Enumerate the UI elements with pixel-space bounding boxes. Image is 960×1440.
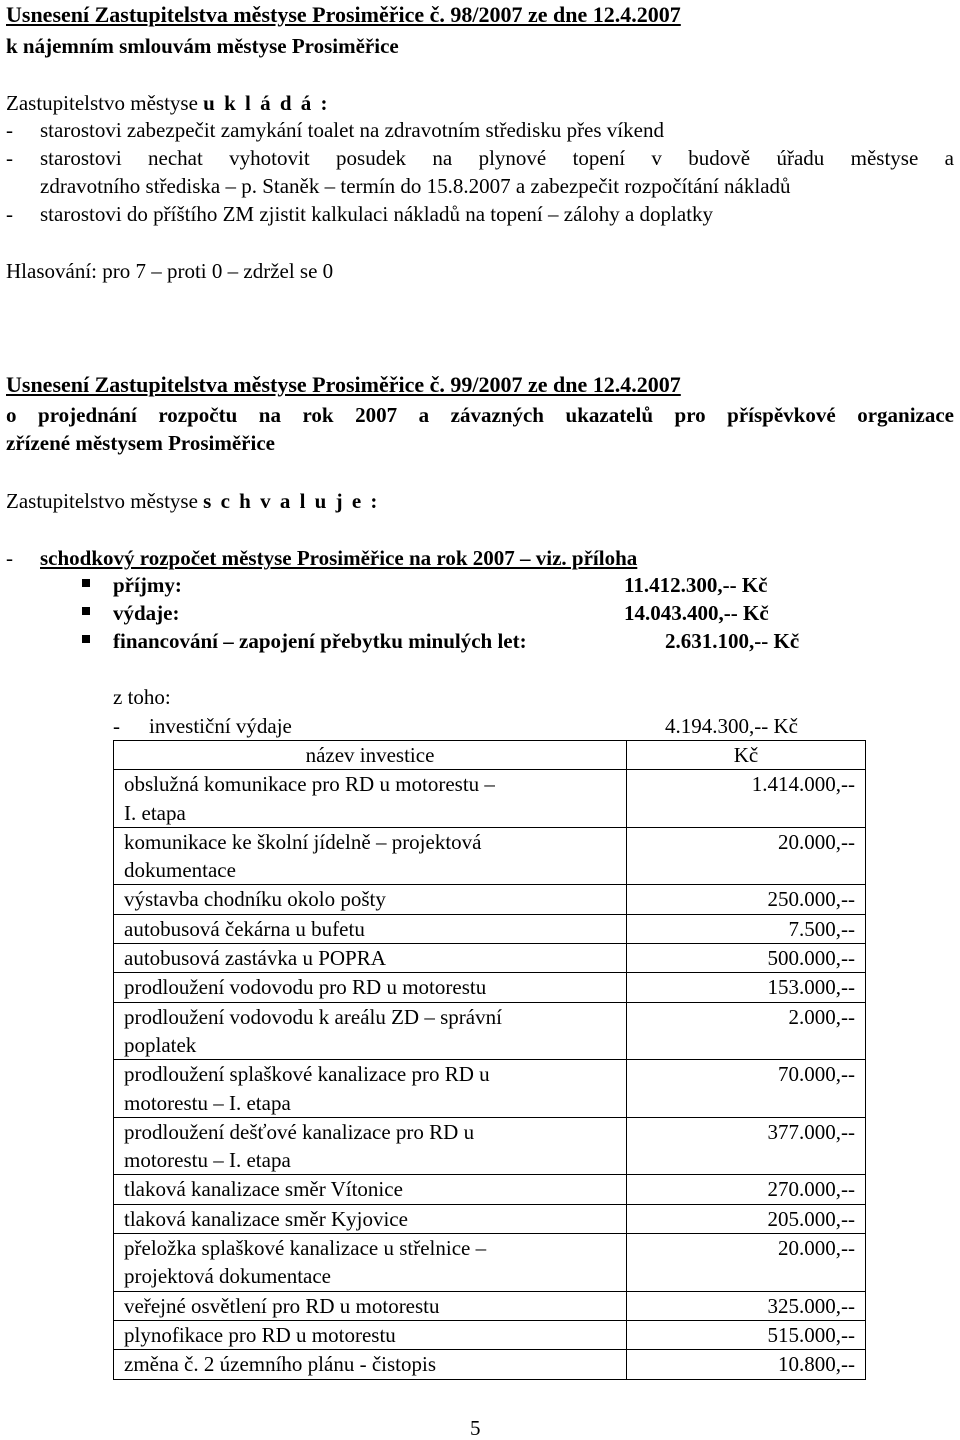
investment-table bbox=[113, 740, 866, 1380]
investment-name bbox=[114, 973, 627, 1002]
resolution-98-title: Usnesení Zastupitelstva městyse Prosiměřice č. 98/2007 ze dne 12.4.2007 bbox=[6, 2, 681, 27]
investment-name bbox=[114, 914, 627, 943]
list-item: - starostovi nechat vyhotovit posudek na plynové topení v budově úřadu městyse a bbox=[6, 146, 954, 170]
list-item: - starostovi zabezpečit zamykání toalet na zdravotním středisku přes víkend bbox=[6, 118, 664, 142]
bullet-icon bbox=[82, 635, 90, 643]
investment-value: 515.000,-- bbox=[627, 1320, 866, 1349]
investment-value: 377.000,-- bbox=[627, 1117, 866, 1175]
list-item-continuation: zdravotního střediska – p. Staněk – termín do 15.8.2007 a zabezpečit rozpočítání nákladů bbox=[40, 174, 791, 198]
table-row bbox=[114, 1350, 866, 1379]
table-header-row bbox=[114, 741, 866, 770]
investment-value: 2.000,-- bbox=[627, 1002, 866, 1060]
vote-result: Hlasování: pro 7 – proti 0 – zdržel se 0 bbox=[6, 259, 334, 283]
investment-name-line: autobusová čekárna u bufetu bbox=[124, 916, 365, 941]
investment-name bbox=[114, 1291, 627, 1320]
investment-name-line: dokumentace bbox=[124, 858, 236, 883]
investment-name bbox=[114, 1320, 627, 1349]
bullet-icon bbox=[82, 607, 90, 615]
table-row bbox=[114, 885, 866, 914]
investment-name bbox=[114, 1117, 627, 1175]
investment-value: 270.000,-- bbox=[627, 1175, 866, 1204]
investment-name bbox=[114, 770, 627, 828]
investment-value: 70.000,-- bbox=[627, 1060, 866, 1118]
budget-label-financing: financování – zapojení přebytku minulých let: bbox=[113, 629, 527, 653]
action-verb: u k l á d á : bbox=[203, 91, 330, 115]
resolution-99-title: Usnesení Zastupitelstva městyse Prosiměřice č. 99/2007 ze dne 12.4.2007 bbox=[6, 372, 681, 397]
investment-name-line: plynofikace pro RD u motorestu bbox=[124, 1322, 396, 1347]
investment-name bbox=[114, 827, 627, 885]
table-row bbox=[114, 1117, 866, 1175]
investment-name-line: tlaková kanalizace směr Kyjovice bbox=[124, 1206, 408, 1231]
investment-name-line: výstavba chodníku okolo pošty bbox=[124, 887, 386, 912]
table-row bbox=[114, 1291, 866, 1320]
council-label: Zastupitelstvo městyse bbox=[6, 91, 198, 115]
table-row bbox=[114, 1002, 866, 1060]
table-row bbox=[114, 1204, 866, 1233]
investment-name-line: motorestu – I. etapa bbox=[124, 1148, 291, 1173]
investment-name-line: prodloužení splaškové kanalizace pro RD u bbox=[124, 1062, 490, 1087]
investment-name-line: prodloužení vodovodu pro RD u motorestu bbox=[124, 975, 487, 1000]
investment-name-line: obslužná komunikace pro RD u motorestu – bbox=[124, 772, 495, 797]
action-verb: s c h v a l u j e : bbox=[203, 489, 380, 513]
budget-amount-expenses: 14.043.400,-- Kč bbox=[624, 601, 769, 625]
budget-label-expenses: výdaje: bbox=[113, 601, 180, 625]
table-row bbox=[114, 973, 866, 1002]
investment-value: 325.000,-- bbox=[627, 1291, 866, 1320]
investment-name-line: autobusová zastávka u POPRA bbox=[124, 946, 386, 971]
investment-name-line: prodloužení dešťové kanalizace pro RD u bbox=[124, 1119, 475, 1144]
budget-label-income: příjmy: bbox=[113, 573, 182, 597]
council-label: Zastupitelstvo městyse bbox=[6, 489, 198, 513]
investment-name-line: přeložka splaškové kanalizace u střelnice – bbox=[124, 1236, 487, 1261]
investment-name-line: projektová dokumentace bbox=[124, 1264, 332, 1289]
investment-name bbox=[114, 885, 627, 914]
table-row bbox=[114, 914, 866, 943]
investment-name-line: prodloužení vodovodu k areálu ZD – správní bbox=[124, 1004, 502, 1029]
investment-value: 250.000,-- bbox=[627, 885, 866, 914]
invest-amount: 4.194.300,-- Kč bbox=[665, 714, 798, 738]
investment-value: 500.000,-- bbox=[627, 944, 866, 973]
investment-value: 205.000,-- bbox=[627, 1204, 866, 1233]
investment-name bbox=[114, 1002, 627, 1060]
investment-value: 7.500,-- bbox=[627, 914, 866, 943]
council-line-98 bbox=[6, 90, 330, 116]
investment-name-line: I. etapa bbox=[124, 800, 186, 825]
investment-name bbox=[114, 1204, 627, 1233]
list-item: - starostovi do příštího ZM zjistit kalkulaci nákladů na topení – zálohy a doplatky bbox=[6, 202, 714, 226]
table-row bbox=[114, 827, 866, 885]
table-row bbox=[114, 770, 866, 828]
investment-value: 1.414.000,-- bbox=[627, 770, 866, 828]
page-number: 5 bbox=[470, 1416, 481, 1440]
investment-value: 153.000,-- bbox=[627, 973, 866, 1002]
invest-label: - investiční výdaje bbox=[113, 714, 292, 738]
investment-name-line: tlaková kanalizace směr Vítonice bbox=[124, 1177, 403, 1202]
council-line-99 bbox=[6, 488, 379, 514]
header-value: Kč bbox=[627, 741, 866, 770]
resolution-98-subtitle: k nájemním smlouvám městyse Prosiměřice bbox=[6, 34, 399, 58]
budget-amount-financing: 2.631.100,-- Kč bbox=[665, 629, 800, 653]
investment-name bbox=[114, 1350, 627, 1379]
investment-name bbox=[114, 1175, 627, 1204]
resolution-99-subtitle-line2: zřízené městysem Prosiměřice bbox=[6, 431, 275, 455]
table-row bbox=[114, 1060, 866, 1118]
budget-heading: - schodkový rozpočet městyse Prosiměřice na rok 2007 – viz. příloha bbox=[6, 546, 638, 570]
investment-value: 20.000,-- bbox=[627, 1234, 866, 1292]
investment-name-line: komunikace ke školní jídelně – projektová bbox=[124, 829, 482, 854]
investment-name-line: motorestu – I. etapa bbox=[124, 1090, 291, 1115]
investment-name-line: změna č. 2 územního plánu - čistopis bbox=[124, 1352, 436, 1377]
investment-name-line: poplatek bbox=[124, 1032, 197, 1057]
investment-name-line: veřejné osvětlení pro RD u motorestu bbox=[124, 1293, 440, 1318]
investment-name bbox=[114, 944, 627, 973]
table-row bbox=[114, 1234, 866, 1292]
investment-value: 20.000,-- bbox=[627, 827, 866, 885]
bullet-icon bbox=[82, 579, 90, 587]
investment-name bbox=[114, 1060, 627, 1118]
header-name: název investice bbox=[114, 741, 627, 770]
of-which-label: z toho: bbox=[113, 685, 171, 709]
resolution-99-subtitle: o projednání rozpočtu na rok 2007 a závazných ukazatelů pro příspěvkové organizace bbox=[6, 403, 954, 427]
investment-value: 10.800,-- bbox=[627, 1350, 866, 1379]
table-row bbox=[114, 944, 866, 973]
investment-name bbox=[114, 1234, 627, 1292]
table-row bbox=[114, 1320, 866, 1349]
budget-amount-income: 11.412.300,-- Kč bbox=[624, 573, 768, 597]
table-row bbox=[114, 1175, 866, 1204]
